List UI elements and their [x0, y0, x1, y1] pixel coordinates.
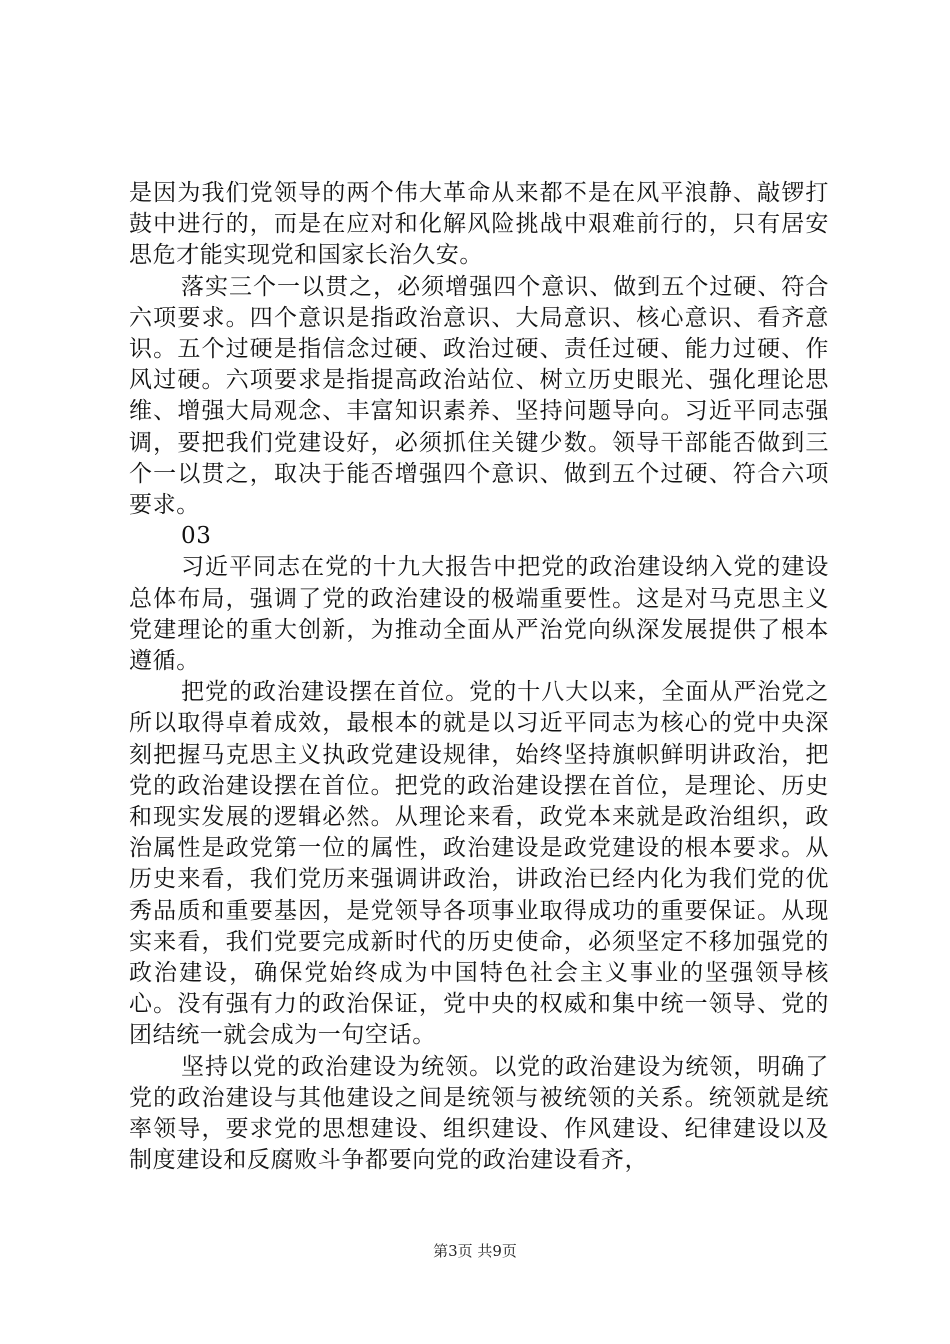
- page-footer: 第3页 共9页: [433, 1242, 517, 1260]
- paragraph-1: 是因为我们党领导的两个伟大革命从来都不是在风平浪静、敲锣打鼓中进行的，而是在应对和化解风险挑战中艰难前行的，只有居安思危才能实现党和国家长治久安。: [129, 180, 829, 269]
- section-number: 03: [181, 523, 212, 550]
- document-body: [129, 178, 829, 1177]
- paragraph-2: 落实三个一以贯之，必须增强四个意识、做到五个过硬、符合六项要求。四个意识是指政治意识、大局意识、核心意识、看齐意识。五个过硬是指信念过硬、政治过硬、责任过硬、能力过硬、作风过硬。六项要求是指提高政治站位、树立历史眼光、强化理论思维、增强大局观念、丰富知识素养、坚持问题导向。习近平同志强调，要把我们党建设好，必须抓住关键少数。领导干部能否做到三个一以贯之，取决于能否增强四个意识、做到五个过硬、符合六项要求。: [129, 273, 829, 519]
- paragraph-4: 把党的政治建设摆在首位。党的十八大以来，全面从严治党之所以取得卓着成效，最根本的就是以习近平同志为核心的党中央深刻把握马克思主义执政党建设规律，始终坚持旗帜鲜明讲政治，把党的政治建设摆在首位。把党的政治建设摆在首位，是理论、历史和现实发展的逻辑必然。从理论来看，政党本来就是政治组织，政治属性是政党第一位的属性，政治建设是政党建设的根本要求。从历史来看，我们党历来强调讲政治，讲政治已经内化为我们党的优秀品质和重要基因，是党领导各项事业取得成功的重要保证。从现实来看，我们党要完成新时代的历史使命，必须坚定不移加强党的政治建设，确保党始终成为中国特色社会主义事业的坚强领导核心。没有强有力的政治保证，党中央的权威和集中统一领导、党的团结统一就会成为一句空话。: [129, 679, 829, 1049]
- paragraph-3: 习近平同志在党的十九大报告中把党的政治建设纳入党的建设总体布局，强调了党的政治建设的极端重要性。这是对马克思主义党建理论的重大创新，为推动全面从严治党向纵深发展提供了根本遵循。: [129, 554, 829, 675]
- paragraph-5: 坚持以党的政治建设为统领。以党的政治建设为统领，明确了党的政治建设与其他建设之间是统领与被统领的关系。统领就是统率领导，要求党的思想建设、组织建设、作风建设、纪律建设以及制度建设和反腐败斗争都要向党的政治建设看齐，: [129, 1053, 829, 1174]
